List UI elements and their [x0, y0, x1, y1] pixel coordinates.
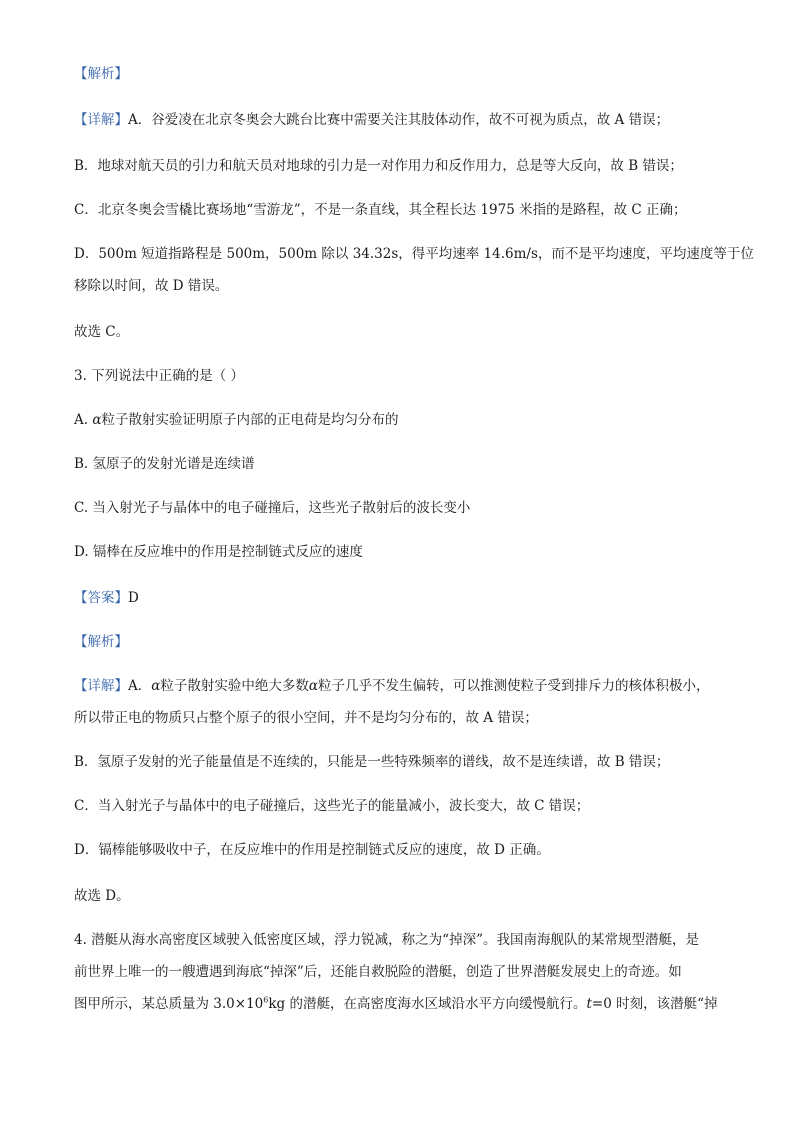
detail-option-d-q3 — [74, 840, 550, 860]
question-3-option-a — [74, 410, 398, 430]
text-run: C．当入射光子与晶体中的电子碰撞后，这些光子的能量减小，波长变大，故 C 错误； — [74, 798, 590, 814]
text-run: D．镉棒能够吸收中子，在反应堆中的作用是控制链式反应的速度，故 D 正确。 — [74, 842, 550, 858]
section-tag: 【解析】 — [74, 66, 128, 82]
answer-choice-q3 — [74, 886, 130, 906]
text-run: 粒子几乎不发生偏转，可以推测使粒子受到排斥力的核体积极小， — [318, 678, 710, 694]
detail-option-a-q3-line1 — [74, 676, 710, 696]
text-run: C. 当入射光子与晶体中的电子碰撞后，这些光子散射后的波长变小 — [74, 500, 471, 516]
text-run: 图甲所示，某总质量为 3.0×10 — [74, 996, 264, 1012]
text-run: 3. 下列说法中正确的是（ ） — [74, 368, 244, 384]
text-run: 4. 潜艇从海水高密度区域驶入低密度区域，浮力锐减，称之为“掉深”。我国南海舰队的某常规型潜艇，是 — [74, 932, 699, 948]
answer-choice-q2 — [74, 322, 129, 342]
text-run: kg 的潜艇，在高密度海水区域沿水平方向缓慢航行。 — [268, 996, 587, 1012]
text-run: 粒子散射实验中绝大多数 — [160, 678, 309, 694]
text-run: D．500m 短道指路程是 500m，500m 除以 34.32s，得平均速率 14.6m/s，而不是平均速度，平均速度等于位 — [74, 246, 754, 262]
text-run: D. 镉棒在反应堆中的作用是控制链式反应的速度 — [74, 544, 363, 560]
text-run: 粒子散射实验证明原子内部的正电荷是均匀分布的 — [101, 412, 399, 428]
detail-option-c-q2 — [74, 200, 686, 220]
text-run: α — [92, 412, 102, 428]
section-tag: 【答案】 — [74, 590, 128, 606]
analysis-heading-1 — [74, 64, 128, 84]
text-run: A. — [74, 412, 93, 428]
question-3-answer — [74, 588, 139, 608]
text-run: 所以带正电的物质只占整个原子的很小空间，并不是均匀分布的，故 A 错误； — [74, 710, 538, 726]
section-tag: 【详解】 — [74, 112, 128, 128]
text-run: α — [151, 678, 161, 694]
text-run: B. 氢原子的发射光谱是连续谱 — [74, 456, 255, 472]
question-3-option-c — [74, 498, 470, 518]
text-run: 6 — [263, 995, 269, 1005]
question-4-stem-line2 — [74, 962, 682, 982]
detail-option-a-q2 — [74, 110, 669, 130]
question-4-stem-line1 — [74, 930, 699, 950]
detail-option-a-q3-line2 — [74, 708, 538, 728]
question-3-option-b — [74, 454, 255, 474]
text-run: 移除以时间，故 D 错误。 — [74, 278, 229, 294]
detail-option-b-q2 — [74, 156, 683, 176]
question-3-option-d — [74, 542, 363, 562]
section-tag: 【解析】 — [74, 634, 128, 650]
question-3-stem — [74, 366, 244, 386]
detail-option-d-q2-line2 — [74, 276, 228, 296]
text-run: C．北京冬奥会雪橇比赛场地“雪游龙”，不是一条直线，其全程长达 1975 米指的是路程，故 C 正确； — [74, 202, 687, 218]
detail-option-c-q3 — [74, 796, 589, 816]
detail-option-d-q2-line1 — [74, 244, 754, 264]
text-run: t — [586, 996, 592, 1012]
text-run: 前世界上唯一的一艘遭遇到海底“掉深”后，还能自救脱险的潜艇，创造了世界潜艇发展史上的奇迹。如 — [74, 964, 682, 980]
text-run: A． — [128, 678, 152, 694]
detail-option-b-q3 — [74, 752, 669, 772]
section-tag: 【详解】 — [74, 678, 128, 694]
text-run: A．谷爱凌在北京冬奥会大跳台比赛中需要关注其肢体动作，故不可视为质点，故 A 错误； — [128, 112, 670, 128]
text-run: 故选 C。 — [74, 324, 130, 340]
text-run: B．氢原子发射的光子能量值是不连续的，只能是一些特殊频率的谱线，故不是连续谱，故 B 错误； — [74, 754, 670, 770]
analysis-heading-3 — [74, 632, 128, 652]
text-run: D — [128, 590, 139, 606]
text-run: =0 时刻，该潜艇“掉 — [591, 996, 718, 1012]
text-run: 故选 D。 — [74, 888, 130, 904]
text-run: B．地球对航天员的引力和航天员对地球的引力是一对作用力和反作用力，总是等大反向，故 B 错误； — [74, 158, 683, 174]
question-4-stem-line3 — [74, 994, 718, 1014]
text-run: α — [308, 678, 318, 694]
